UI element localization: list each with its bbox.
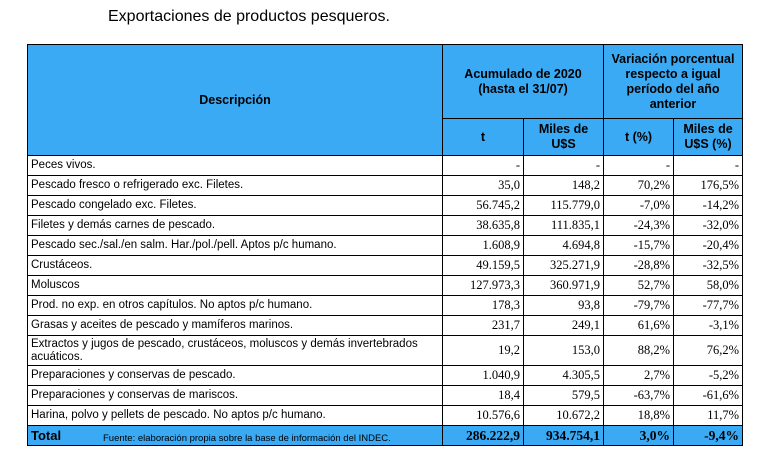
row-description: Prod. no exp. en otros capítulos. No aptos p/c humano. [28, 296, 443, 316]
row-description: Pescado sec./sal./en salm. Har./pol./pell. Aptos p/c humano. [28, 236, 443, 256]
table-row [28, 236, 743, 256]
row-miles-pct: -20,4% [674, 236, 743, 256]
row-miles: 93,8 [524, 296, 604, 316]
row-description: Preparaciones y conservas de mariscos. [28, 386, 443, 406]
table-row [28, 216, 743, 236]
table-row [28, 406, 743, 426]
row-t: - [443, 156, 524, 176]
row-miles: - [524, 156, 604, 176]
row-description: Crustáceos. [28, 256, 443, 276]
row-t-pct: -15,7% [604, 236, 674, 256]
row-miles: 325.271,9 [524, 256, 604, 276]
page-title: Exportaciones de productos pesqueros. [108, 8, 390, 25]
table-row [28, 196, 743, 216]
row-description: Grasas y aceites de pescado y mamíferos marinos. [28, 316, 443, 336]
row-t: 56.745,2 [443, 196, 524, 216]
row-miles-pct: -32,0% [674, 216, 743, 236]
header-variacion: Variación porcentual respecto a igual período del año anterior [604, 45, 743, 119]
row-miles-pct: 58,0% [674, 276, 743, 296]
row-t: 10.576,6 [443, 406, 524, 426]
row-t: 35,0 [443, 176, 524, 196]
header-col-t: t [443, 119, 524, 156]
row-t-pct: -7,0% [604, 196, 674, 216]
exports-table [27, 44, 743, 446]
total-miles: 934.754,1 [524, 426, 604, 446]
table-row [28, 256, 743, 276]
row-t: 178,3 [443, 296, 524, 316]
header-acumulado: Acumulado de 2020 (hasta el 31/07) [443, 45, 604, 119]
row-miles: 249,1 [524, 316, 604, 336]
total-t: 286.222,9 [443, 426, 524, 446]
table-row [28, 296, 743, 316]
row-miles-pct: -77,7% [674, 296, 743, 316]
row-t: 18,4 [443, 386, 524, 406]
row-miles-pct: -32,5% [674, 256, 743, 276]
total-label: Total [28, 426, 443, 446]
row-t-pct: 88,2% [604, 336, 674, 366]
row-description: Moluscos [28, 276, 443, 296]
table-row [28, 316, 743, 336]
row-miles-pct: -5,2% [674, 366, 743, 386]
row-miles-pct: - [674, 156, 743, 176]
row-t: 49.159,5 [443, 256, 524, 276]
total-t-pct: 3,0% [604, 426, 674, 446]
table-row [28, 156, 743, 176]
row-t-pct: -63,7% [604, 386, 674, 406]
table-row [28, 366, 743, 386]
row-miles: 10.672,2 [524, 406, 604, 426]
row-t-pct: 2,7% [604, 366, 674, 386]
row-miles: 115.779,0 [524, 196, 604, 216]
header-col-t-pct: t (%) [604, 119, 674, 156]
row-t: 19,2 [443, 336, 524, 366]
table-row [28, 276, 743, 296]
row-miles-pct: -3,1% [674, 316, 743, 336]
row-description: Peces vivos. [28, 156, 443, 176]
row-miles: 4.305,5 [524, 366, 604, 386]
row-description: Pescado congelado exc. Filetes. [28, 196, 443, 216]
row-t-pct: 18,8% [604, 406, 674, 426]
row-miles-pct: 176,5% [674, 176, 743, 196]
row-miles: 153,0 [524, 336, 604, 366]
row-t-pct: 61,6% [604, 316, 674, 336]
table-body [28, 156, 743, 426]
row-description: Pescado fresco o refrigerado exc. Filetes. [28, 176, 443, 196]
row-description: Extractos y jugos de pescado, crustáceos, moluscos y demás invertebrados acuáticos. [28, 336, 443, 366]
table-row [28, 176, 743, 196]
row-miles-pct: 11,7% [674, 406, 743, 426]
header-descripcion: Descripción [28, 45, 443, 156]
row-miles: 4.694,8 [524, 236, 604, 256]
row-t-pct: 52,7% [604, 276, 674, 296]
row-t-pct: -79,7% [604, 296, 674, 316]
row-miles: 360.971,9 [524, 276, 604, 296]
header-col-miles: Miles de U$S [524, 119, 604, 156]
row-description: Harina, polvo y pellets de pescado. No aptos p/c humano. [28, 406, 443, 426]
header-col-miles-pct: Miles de U$S (%) [674, 119, 743, 156]
row-t-pct: -24,3% [604, 216, 674, 236]
row-t: 127.973,3 [443, 276, 524, 296]
row-miles-pct: -14,2% [674, 196, 743, 216]
row-t: 1.608,9 [443, 236, 524, 256]
row-miles: 148,2 [524, 176, 604, 196]
row-t-pct: -28,8% [604, 256, 674, 276]
table-row [28, 386, 743, 406]
row-t: 1.040,9 [443, 366, 524, 386]
row-miles: 111.835,1 [524, 216, 604, 236]
row-t-pct: - [604, 156, 674, 176]
row-miles-pct: -61,6% [674, 386, 743, 406]
row-t-pct: 70,2% [604, 176, 674, 196]
row-t: 231,7 [443, 316, 524, 336]
row-t: 38.635,8 [443, 216, 524, 236]
row-description: Preparaciones y conservas de pescado. [28, 366, 443, 386]
row-miles: 579,5 [524, 386, 604, 406]
row-miles-pct: 76,2% [674, 336, 743, 366]
source-note: Fuente: elaboración propia sobre la base de información del INDEC. [103, 433, 391, 444]
row-description: Filetes y demás carnes de pescado. [28, 216, 443, 236]
table-row [28, 336, 743, 366]
total-miles-pct: -9,4% [674, 426, 743, 446]
